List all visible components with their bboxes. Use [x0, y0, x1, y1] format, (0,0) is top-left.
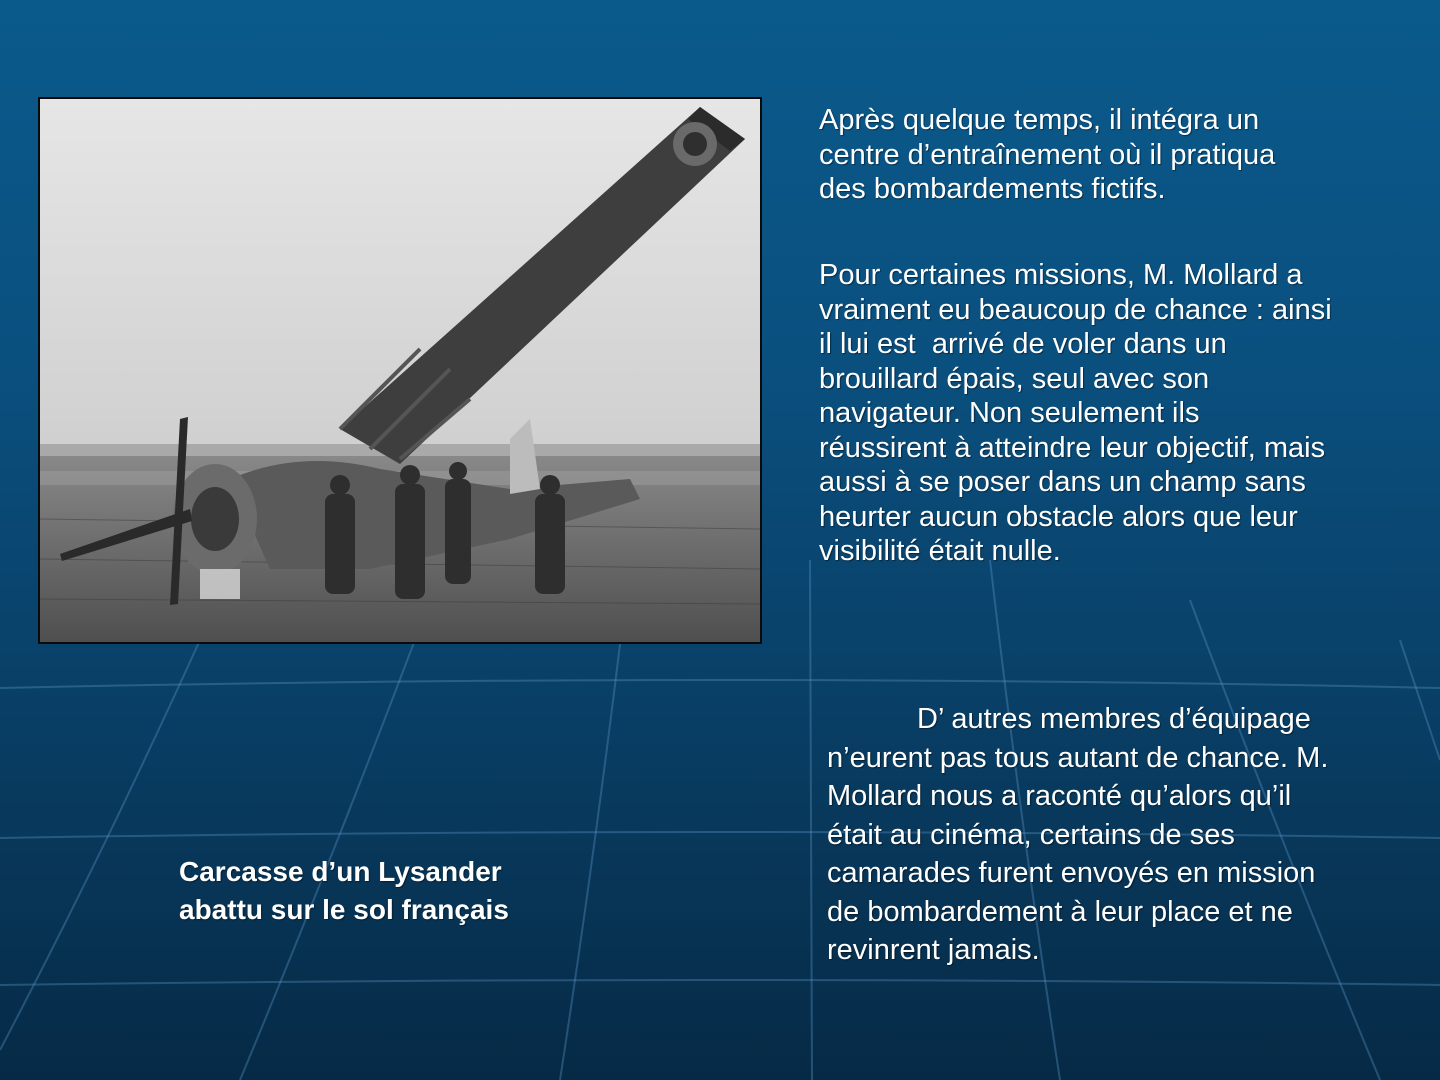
photo-caption	[179, 853, 599, 929]
text-line: centre d’entraînement où il pratiqua	[819, 138, 1276, 171]
text-line: heurter aucun obstacle alors que leur	[819, 500, 1298, 533]
text-line: réussirent à atteindre leur objectif, mais	[819, 431, 1326, 464]
paragraph-training	[819, 103, 1409, 207]
text-line: navigateur. Non seulement ils	[819, 397, 1200, 429]
caption-line: abattu sur le sol français	[179, 894, 509, 925]
text-line: vraiment eu beaucoup de chance : ainsi	[819, 293, 1332, 326]
text-line: Après quelque temps, il intégra un	[819, 104, 1260, 136]
text-line: Pour certaines missions, M. Mollard a	[819, 259, 1303, 291]
text-line-indented	[827, 700, 1417, 739]
text-line: des bombardements fictifs.	[819, 173, 1166, 205]
text-line: brouillard épais, seul avec son	[819, 362, 1210, 395]
text-line: Mollard nous a raconté qu’alors qu’il	[827, 780, 1292, 812]
crashed-lysander-photo	[38, 97, 762, 644]
text-line: de bombardement à leur place et ne	[827, 895, 1293, 928]
text-line: revinrent jamais.	[827, 934, 1040, 966]
text-line: n’eurent pas tous autant de chance. M.	[827, 741, 1329, 774]
paragraph-crew-members	[827, 700, 1417, 970]
text-line: aussi à se poser dans un champ sans	[819, 466, 1306, 498]
text-line: visibilité était nulle.	[819, 535, 1061, 567]
text-line: camarades furent envoyés en mission	[827, 857, 1316, 889]
paragraph-missions	[819, 258, 1419, 569]
text-line: était au cinéma, certains de ses	[827, 818, 1235, 851]
caption-line: Carcasse d’un Lysander	[179, 856, 502, 887]
text-line: D’ autres membres d’équipage	[917, 703, 1311, 735]
text-line: il lui est arrivé de voler dans un	[819, 328, 1227, 360]
